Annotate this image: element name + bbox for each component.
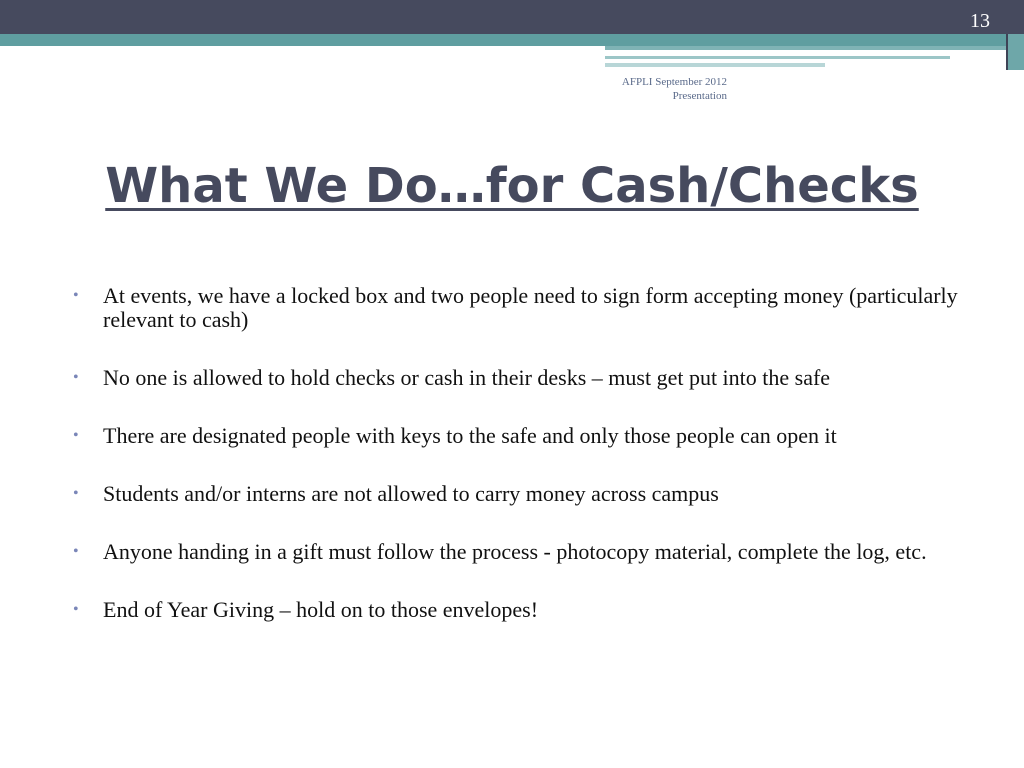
slide-number: 13 (970, 10, 990, 32)
bullet-text: At events, we have a locked box and two people need to sign form accepting money (particularly relevant to cash) (103, 283, 958, 332)
bullet-item (70, 598, 970, 622)
bullet-icon: • (73, 543, 79, 560)
teal-decorative-line (605, 63, 825, 67)
bullet-text: End of Year Giving – hold on to those envelopes! (103, 597, 539, 622)
teal-decorative-band (0, 34, 1024, 46)
bullet-icon: • (73, 287, 79, 304)
top-decorative-bar (0, 0, 1024, 34)
bullet-text: Anyone handing in a gift must follow the process - photocopy material, complete the log, etc. (103, 539, 927, 564)
header-note-line: AFPLI September 2012 (621, 76, 727, 88)
header-note-line: Presentation (672, 90, 727, 102)
bullet-item (70, 540, 970, 564)
bullet-text: No one is allowed to hold checks or cash in their desks – must get put into the safe (103, 365, 831, 390)
bullet-list (70, 284, 970, 656)
bullet-icon: • (73, 427, 79, 444)
teal-decorative-line (605, 56, 950, 59)
bullet-icon: • (73, 369, 79, 386)
teal-decorative-line (605, 46, 1024, 50)
slide-title: What We Do…for Cash/Checks (105, 158, 919, 214)
header-note (622, 75, 727, 103)
bullet-item (70, 284, 970, 332)
bullet-text: There are designated people with keys to the safe and only those people can open it (103, 423, 837, 448)
bullet-item (70, 366, 970, 390)
bullet-icon: • (73, 601, 79, 618)
bullet-item (70, 424, 970, 448)
bullet-text: Students and/or interns are not allowed to carry money across campus (103, 481, 719, 506)
bullet-item (70, 482, 970, 506)
bullet-icon: • (73, 485, 79, 502)
right-decorative-block (1006, 34, 1024, 70)
